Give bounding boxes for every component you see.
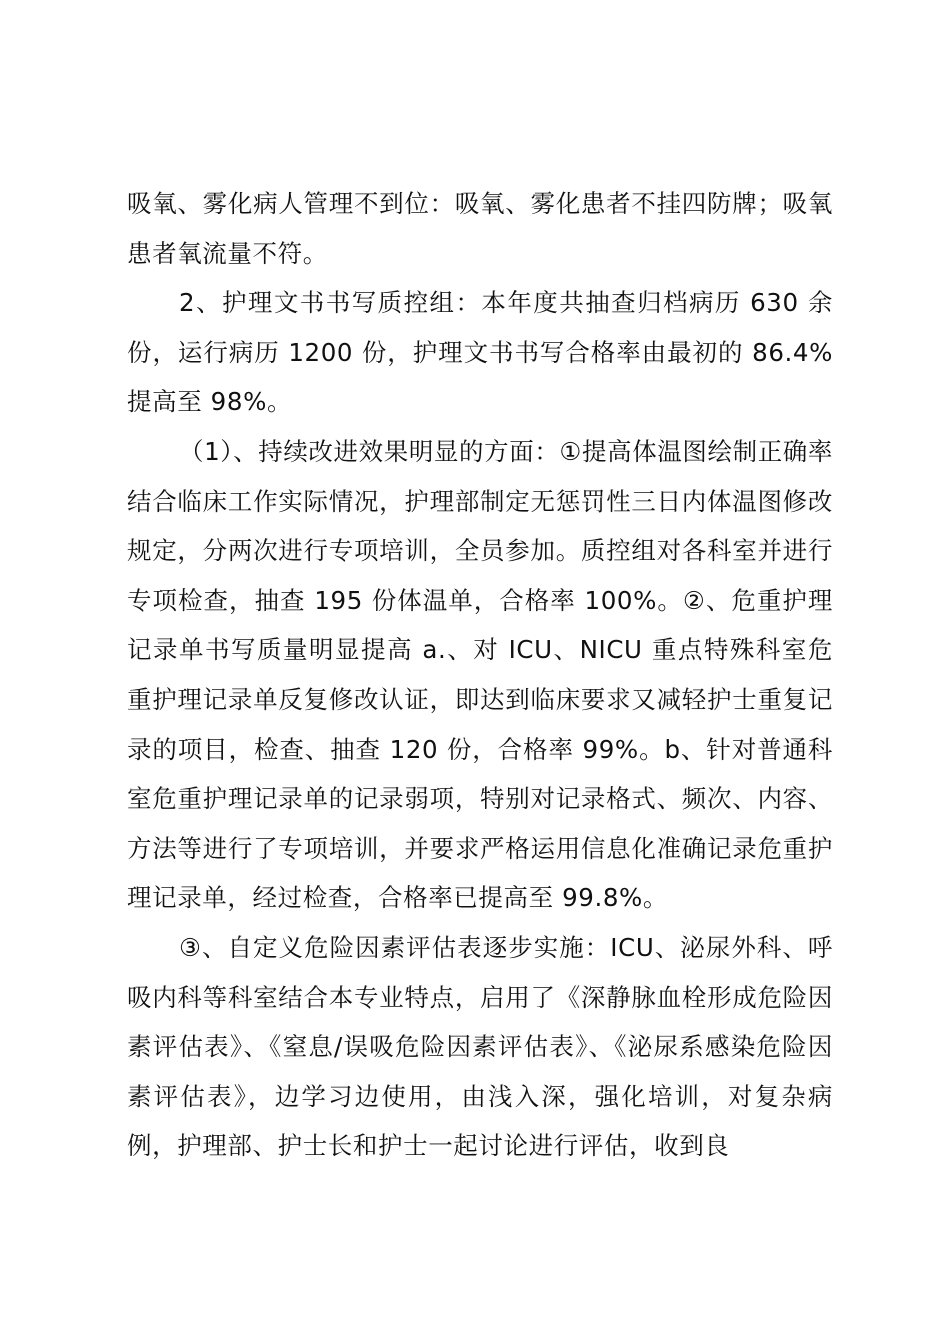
document-body — [127, 179, 833, 1171]
paragraph-nursing-documents-qc: 2、护理文书书写质控组：本年度共抽查归档病历 630 余份，运行病历 1200 份，护理文书书写合格率由最初的 86.4%提高至 98%。 — [127, 288, 833, 417]
paragraph-oxygen-management: 吸氧、雾化病人管理不到位：吸氧、雾化患者不挂四防牌；吸氧患者氧流量不符。 — [127, 189, 833, 268]
paragraph-risk-assessment-forms: ③、自定义危险因素评估表逐步实施：ICU、泌尿外科、呼吸内科等科室结合本专业特点，启用了《深静脉血栓形成危险因素评估表》、《窒息/误吸危险因素评估表》、《泌尿系感染危险因素评估表》，边学习边使用，由浅入深，强化培训，对复杂病例，护理部、护士长和护士一起讨论进行评估，收到良 — [127, 932, 833, 1161]
paragraph-improvement-effects: （1）、持续改进效果明显的方面：①提高体温图绘制正确率结合临床工作实际情况，护理部制定无惩罚性三日内体温图修改规定，分两次进行专项培训，全员参加。质控组对各科室并进行专项检查，抽查 195 份体温单，合格率 100%。②、危重护理记录单书写质量明显提高 a.、对 ICU、NICU 重点特殊科室危重护理记录单反复修改认证，即达到临床要求又减轻护士重复记录的项目，检查、抽查 120 份，合格率 99%。b、针对普通科室危重护理记录单的记录弱项，特别对记录格式、频次、内容、方法等进行了专项培训，并要求严格运用信息化准确记录危重护理记录单，经过检查，合格率已提高至 99.8%。 — [127, 436, 833, 913]
